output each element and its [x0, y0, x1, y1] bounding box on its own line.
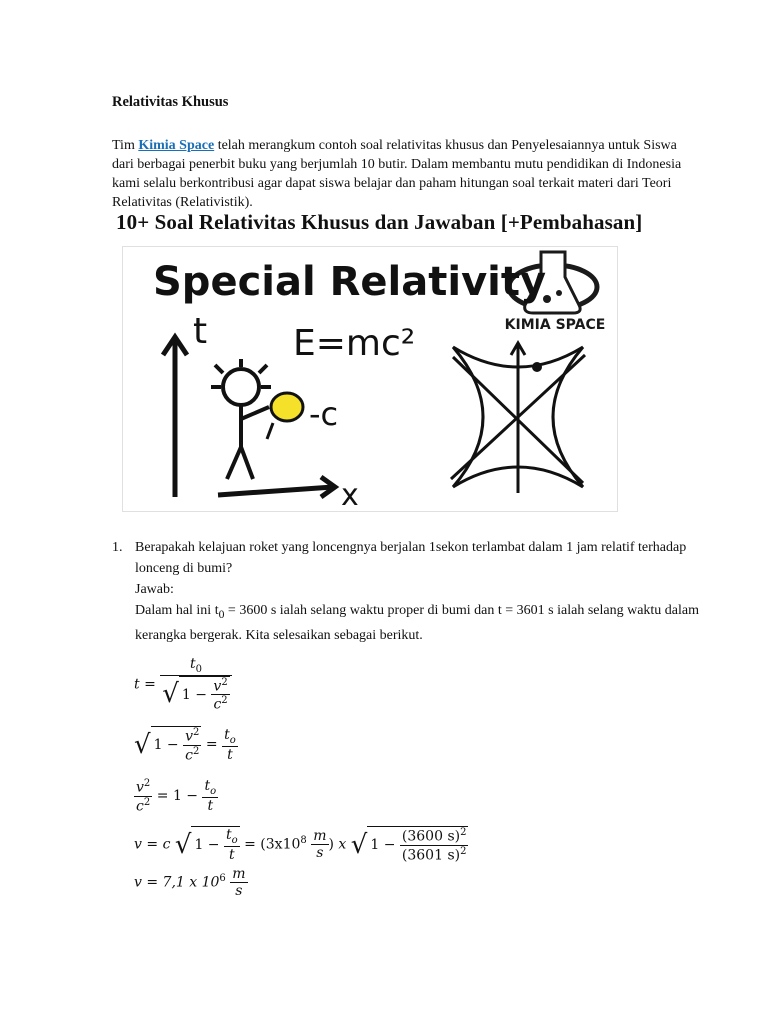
- eq1-v: v: [213, 678, 222, 695]
- banner-title: 10+ Soal Relativitas Khusus dan Jawaban [+Pembahasan]: [116, 210, 643, 234]
- eq3-c: c: [136, 798, 144, 815]
- eq1-equals: =: [144, 676, 156, 693]
- eq2-one-minus: 1 −: [153, 737, 179, 754]
- equation-4: v = c √ 1 − $\frac{t_o}{t}$ = ($3x10^8$ $\frac{m}{s}$ ) x √ 1 − $\frac{(3600 s)^2}{(3601 s)^2}$: [134, 827, 467, 864]
- eq4-one-minus-2: 1 −: [370, 837, 396, 854]
- kimia-space-link[interactable]: Kimia Space: [138, 138, 215, 153]
- eq1-t: t: [134, 676, 140, 693]
- eq3-t: t: [207, 798, 214, 815]
- light-bulb-icon: [271, 393, 303, 421]
- eq4-v: v: [134, 836, 142, 853]
- eq2-to: t: [224, 726, 230, 743]
- eq2-v: v: [185, 728, 194, 745]
- page-title: Relativitas Khusus: [112, 94, 229, 110]
- eq2-v-sq: 2: [193, 727, 200, 738]
- spacetime-diagram: [451, 343, 585, 493]
- eq5-exp6: 6: [219, 872, 226, 884]
- eq3-c-sq: 2: [143, 796, 151, 808]
- art-title: Special Relativity: [153, 259, 547, 305]
- eq4-num: (3600 s): [401, 828, 461, 845]
- explanation-text: [135, 600, 702, 646]
- logo-text: KIMIA SPACE: [504, 317, 606, 333]
- eq3-to-sub: o: [210, 786, 217, 798]
- axis-x-label: x: [341, 478, 359, 511]
- eq1-t0: t: [189, 656, 196, 672]
- eq3-v: v: [136, 779, 144, 796]
- eq2-c-sq: 2: [193, 745, 200, 757]
- sqrt-icon: √: [174, 829, 192, 860]
- eq1-c-sq: 2: [221, 695, 228, 707]
- special-relativity-sketch: [123, 247, 617, 511]
- eq2-equals: =: [205, 736, 218, 753]
- equation-5: [134, 866, 248, 899]
- banner-illustration: [122, 246, 618, 512]
- question-1: [112, 537, 702, 646]
- eq3-equals: =: [156, 788, 169, 805]
- explanation-subscript: 0: [218, 607, 225, 621]
- equation-2: [134, 726, 238, 763]
- equation-text: E=mc²: [293, 323, 416, 364]
- eq4-to-sub: o: [231, 835, 238, 847]
- eq1-v-sq: 2: [221, 676, 228, 688]
- eq4-equals-2: =: [244, 836, 256, 853]
- eq4-num-sq: 2: [460, 827, 467, 838]
- stick-figure: [211, 359, 271, 479]
- explanation-rest: = 3600 s ialah selang waktu proper di bumi dan t = 3601 s ialah selang waktu dalam kerangka bergerak. Kita selesaikan sebagai berikut.: [135, 603, 699, 643]
- eq4-s: s: [316, 845, 324, 862]
- article-banner: [112, 210, 652, 510]
- eq5-s: s: [235, 883, 243, 899]
- eq3-v-sq: 2: [143, 778, 151, 789]
- intro-text-start: Tim: [112, 138, 139, 153]
- eq2-t: t: [227, 746, 233, 763]
- eq4-m: m: [313, 828, 327, 845]
- eq4-to: t: [225, 827, 232, 844]
- eq4-one-minus: 1 −: [194, 837, 220, 854]
- question-number: 1.: [112, 540, 123, 555]
- eq1-fraction: [160, 656, 231, 713]
- eq2-c: c: [185, 747, 193, 764]
- intro-paragraph: [112, 136, 687, 212]
- eq4-equals: =: [146, 836, 159, 853]
- sqrt-icon: √: [162, 679, 179, 710]
- axis-t-label: t: [193, 311, 208, 352]
- eq2-to-sub: o: [229, 734, 236, 746]
- eq4-c: c: [162, 836, 171, 853]
- intro-text-rest: telah merangkum contoh soal relativitas khusus dan Penyelesaiannya untuk Siswa dari berbagai penerbit buku yang berjumlah 10 butir. Dalam membantu mutu pendidikan di Indonesia kami selalu berkontribusi agar dapat siswa belajar dan paham hitungan soal terkait materi dari Teori Relativitas (Relativistik).: [112, 138, 682, 210]
- eq4-den-sq: 2: [460, 845, 467, 857]
- explanation-start: Dalam hal ini t: [135, 603, 219, 618]
- question-text: Berapakah kelajuan roket yang loncengnya berjalan 1sekon terlambat dalam 1 jam relatif terhadap lonceng di bumi?: [135, 540, 687, 576]
- eq4-den: (3601 s): [401, 847, 461, 864]
- eq1-t0-sub: 0: [195, 663, 202, 675]
- eq4-const: 3x10: [265, 836, 301, 853]
- sqrt-icon: √: [350, 829, 368, 860]
- eq3-one-minus: 1 −: [172, 788, 199, 805]
- eq4-exp8: 8: [300, 835, 307, 846]
- sqrt-icon: √: [134, 729, 151, 760]
- label-c: -c: [309, 395, 339, 433]
- eq1-c: c: [213, 697, 222, 714]
- eq3-to: t: [204, 778, 211, 795]
- eq4-t: t: [229, 847, 235, 864]
- equation-3: [134, 778, 218, 814]
- eq4-times: x: [338, 836, 347, 853]
- equation-1: [134, 656, 232, 713]
- eq5-m: m: [232, 866, 246, 882]
- eq1-one-minus: 1 −: [181, 686, 207, 703]
- eq5-result: v = 7,1 x 10: [134, 874, 220, 891]
- answer-label: Jawab:: [135, 582, 174, 597]
